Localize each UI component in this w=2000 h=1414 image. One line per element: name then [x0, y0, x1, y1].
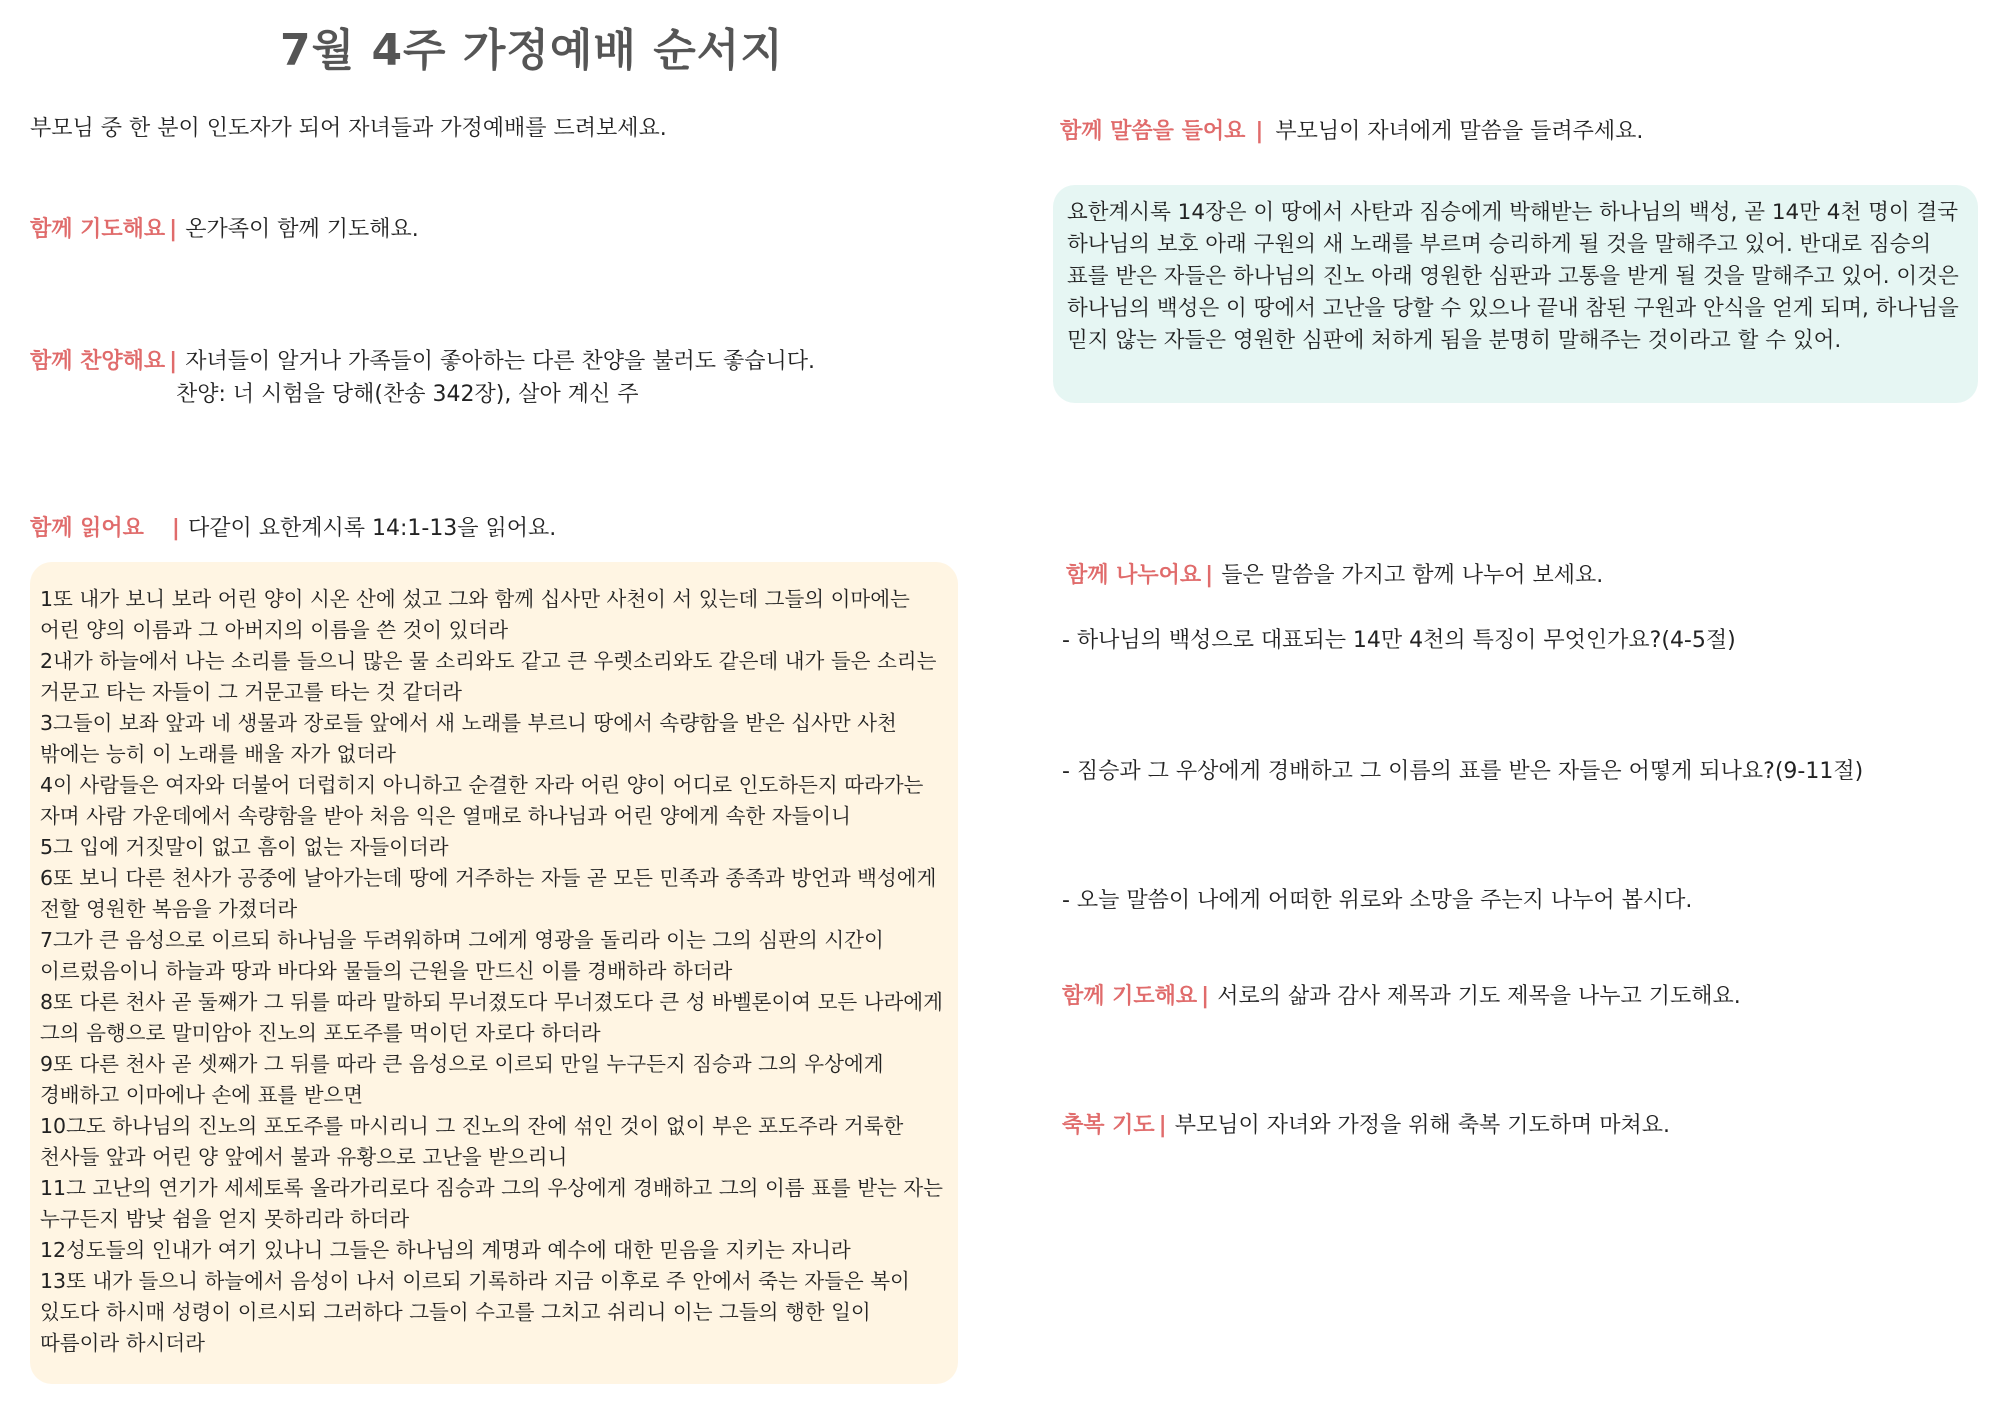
verse-7: 7그가 큰 음성으로 이르되 하나님을 두려워하며 그에게 영광을 돌리라 이는 그의 심판의 시간이 이르렀음이니 하늘과 땅과 바다와 물들의 근원을 만드신 이를 경배하라 하더라 [40, 928, 884, 983]
verse-5: 5그 입에 거짓말이 없고 흠이 없는 자들이더라 [40, 835, 449, 859]
section-text: 서로의 삶과 감사 제목과 기도 제목을 나누고 기도해요. [1217, 984, 1741, 1009]
divider-bar: | [1201, 984, 1210, 1009]
verse-3: 3그들이 보좌 앞과 네 생물과 장로들 앞에서 새 노래를 부르니 땅에서 속량함을 받은 십사만 사천 밖에는 능히 이 노래를 배울 자가 없더라 [40, 711, 897, 766]
verse-1: 1또 내가 보니 보라 어린 양이 시온 산에 섰고 그와 함께 십사만 사천이 서 있는데 그들의 이마에는 어린 양의 이름과 그 아버지의 이름을 쓴 것이 있더라 [40, 587, 910, 642]
section-text: 자녀들이 알거나 가족들이 좋아하는 다른 찬양을 불러도 좋습니다. [185, 349, 815, 374]
verse-9: 9또 다른 천사 곧 셋째가 그 뒤를 따라 큰 음성으로 이르되 만일 누구든지 짐승과 그의 우상에게 경배하고 이마에나 손에 표를 받으면 [40, 1052, 884, 1107]
verse-4: 4이 사람들은 여자와 더불어 더럽히지 아니하고 순결한 자라 어린 양이 어디로 인도하든지 따라가는 자며 사람 가운데에서 속량함을 받아 처음 익은 열매로 하나님과 어린 양에게 속한 자들이니 [40, 773, 924, 828]
section-label: 함께 찬양해요 [30, 349, 166, 374]
verse-6: 6또 보니 다른 천사가 공중에 날아가는데 땅에 거주하는 자들 곧 모든 민족과 종족과 방언과 백성에게 전할 영원한 복음을 가졌더라 [40, 866, 937, 921]
section-listen-together [1060, 117, 1643, 147]
section-label: 함께 기도해요 [30, 217, 166, 242]
verse-11: 11그 고난의 연기가 세세토록 올라가리로다 짐승과 그의 우상에게 경배하고 그의 이름 표를 받는 자는 누구든지 밤낮 쉼을 얻지 못하리라 하더라 [40, 1176, 943, 1231]
section-pray-together [30, 215, 419, 245]
divider-bar: | [1158, 1113, 1167, 1138]
verse-13: 13또 내가 들으니 하늘에서 음성이 나서 이르되 기록하라 지금 이후로 주 안에서 죽는 자들은 복이 있도다 하시매 성령이 이르시되 그러하다 그들이 수고를 그치고 쉬리니 이는 그들의 행한 일이 따름이라 하시더라 [40, 1269, 910, 1355]
divider-bar: | [169, 217, 178, 242]
section-share-together [1066, 561, 1603, 591]
sermon-summary-box [1053, 185, 1978, 403]
section-label: 함께 기도해요 [1062, 984, 1198, 1009]
page-title: 7월 4주 가정예배 순서지 [280, 25, 784, 76]
section-label: 함께 나누어요 [1066, 563, 1202, 588]
divider-bar: | [171, 516, 180, 541]
section-label: 축복 기도 [1062, 1113, 1155, 1138]
section-text: 다같이 요한계시록 14:1-13을 읽어요. [187, 516, 557, 541]
section-text: 들은 말씀을 가지고 함께 나누어 보세요. [1221, 563, 1604, 588]
section-pray-together-closing [1062, 982, 1741, 1012]
section-label: 함께 읽어요 [30, 516, 144, 541]
divider-bar: | [1255, 119, 1264, 144]
divider-bar: | [169, 349, 178, 374]
section-text: 부모님이 자녀에게 말씀을 들려주세요. [1275, 119, 1644, 144]
sermon-summary-text: 요한계시록 14장은 이 땅에서 사탄과 짐승에게 박해받는 하나님의 백성, 곧 14만 4천 명이 결국 하나님의 보호 아래 구원의 새 노래를 부르며 승리하게 될 것을 말해주고 있어. 반대로 짐승의 표를 받은 자들은 하나님의 진노 아래 영원한 심판과 고통을 받게 될 것을 말해주고 있어. 이것은 하나님의 백성은 이 땅에서 고난을 당할 수 있으나 끝내 참된 구원과 안식을 얻게 되며, 하나님을 믿지 않는 자들은 영원한 심판에 처하게 됨을 분명히 말해주는 것이라고 할 수 있어. [1067, 200, 1959, 353]
verse-10: 10그도 하나님의 진노의 포도주를 마시리니 그 진노의 잔에 섞인 것이 없이 부은 포도주라 거룩한 천사들 앞과 어린 양 앞에서 불과 유황으로 고난을 받으리니 [40, 1114, 904, 1169]
verse-2: 2내가 하늘에서 나는 소리를 들으니 많은 물 소리와도 같고 큰 우렛소리와도 같은데 내가 들은 소리는 거문고 타는 자들이 그 거문고를 타는 것 같더라 [40, 649, 937, 704]
section-blessing-prayer [1062, 1111, 1670, 1141]
intro-text: 부모님 중 한 분이 인도자가 되어 자녀들과 가정예배를 드려보세요. [30, 116, 667, 141]
section-praise-together [30, 347, 815, 377]
verse-12: 12성도들의 인내가 여기 있나니 그들은 하나님의 계명과 예수에 대한 믿음을 지키는 자니라 [40, 1238, 851, 1262]
scripture-reading-box [30, 562, 958, 1384]
discussion-question-3: - 오늘 말씀이 나에게 어떠한 위로와 소망을 주는지 나누어 봅시다. [1062, 888, 1693, 913]
section-read-together [30, 514, 556, 544]
section-label: 함께 말씀을 들어요 [1060, 119, 1246, 144]
discussion-question-1: - 하나님의 백성으로 대표되는 14만 4천의 특징이 무엇인가요?(4-5절) [1062, 628, 1736, 653]
verse-8: 8또 다른 천사 곧 둘째가 그 뒤를 따라 말하되 무너졌도다 무너졌도다 큰 성 바벨론이여 모든 나라에게 그의 음행으로 말미암아 진노의 포도주를 먹이던 자로다 하더라 [40, 990, 943, 1045]
section-text: 온가족이 함께 기도해요. [185, 217, 419, 242]
divider-bar: | [1205, 563, 1214, 588]
praise-songs: 찬양: 너 시험을 당해(찬송 342장), 살아 계신 주 [176, 382, 639, 407]
discussion-question-2: - 짐승과 그 우상에게 경배하고 그 이름의 표를 받은 자들은 어떻게 되나요?(9-11절) [1062, 759, 1864, 784]
section-text: 부모님이 자녀와 가정을 위해 축복 기도하며 마쳐요. [1174, 1113, 1670, 1138]
